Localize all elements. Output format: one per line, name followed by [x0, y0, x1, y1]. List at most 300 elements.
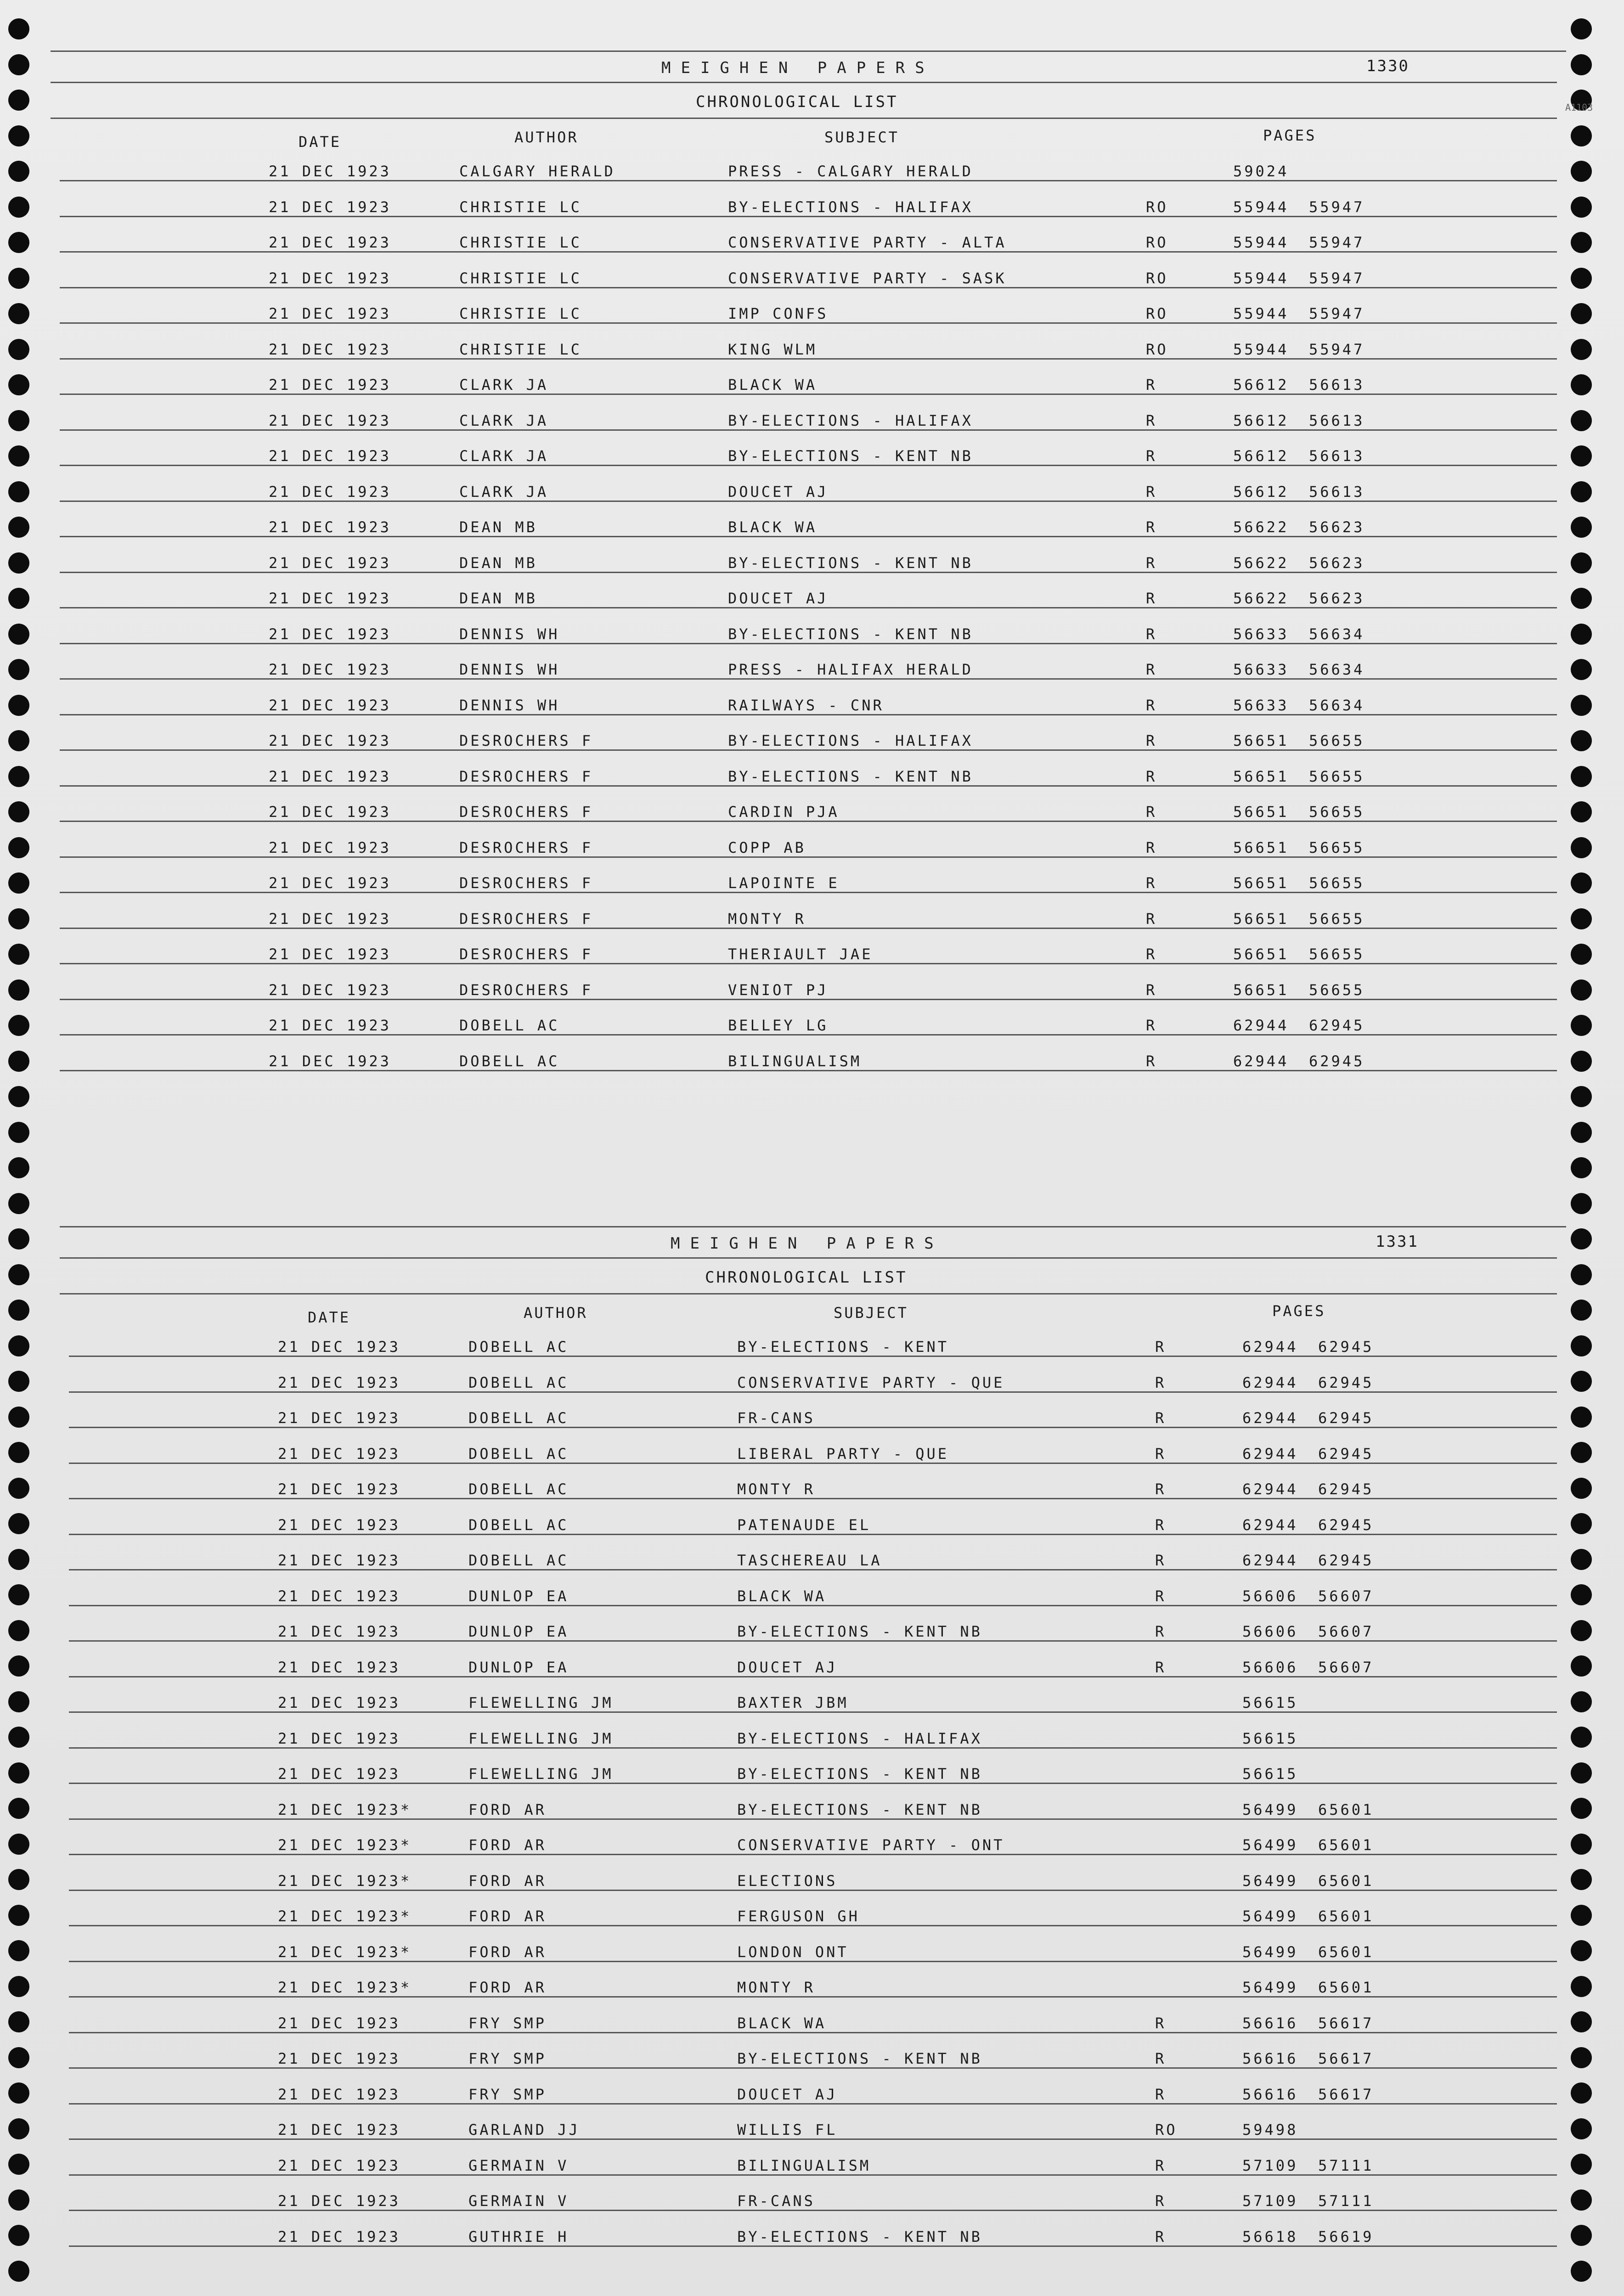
table-row: [0, 1469, 1624, 1504]
row-page-end: 56613: [1309, 483, 1365, 501]
row-rule: [60, 180, 1557, 181]
row-author: CHRISTIE LC: [459, 269, 582, 287]
tractor-hole: [8, 2261, 29, 2282]
table-row: [0, 329, 1624, 365]
tractor-hole: [8, 54, 29, 75]
row-code: R: [1155, 1658, 1167, 1676]
row-page-end: 56655: [1309, 981, 1365, 999]
row-code: R: [1146, 981, 1157, 999]
row-page-end: 65601: [1318, 1801, 1374, 1818]
row-subject: BY-ELECTIONS - KENT: [737, 1338, 949, 1356]
row-code: R: [1155, 1623, 1167, 1640]
row-author: GERMAIN V: [468, 2156, 569, 2174]
row-page-start: 57109: [1242, 2156, 1298, 2174]
row-page-start: 56622: [1233, 554, 1289, 572]
row-code: RO: [1155, 2121, 1178, 2138]
row-subject: BLACK WA: [728, 376, 818, 394]
table-row: [0, 1896, 1624, 1931]
row-page-end: 62945: [1318, 1445, 1374, 1463]
row-code: RO: [1146, 305, 1168, 322]
table-row: [0, 1789, 1624, 1825]
row-author: DOBELL AC: [468, 1516, 569, 1534]
row-author: FRY SMP: [468, 2050, 547, 2067]
row-rule: [69, 1747, 1557, 1749]
row-subject: CARDIN PJA: [728, 803, 840, 821]
row-date: 21 DEC 1923: [278, 1516, 400, 1534]
tractor-hole: [1571, 54, 1592, 75]
table-row: [0, 685, 1624, 720]
tractor-hole: [8, 1300, 29, 1321]
table-row: [0, 720, 1624, 756]
row-author: FORD AR: [468, 1979, 547, 1996]
row-rule: [69, 2067, 1557, 2069]
row-date: 21 DEC 1923: [278, 1552, 400, 1569]
row-subject: FR-CANS: [737, 2192, 815, 2210]
table-row: [0, 1753, 1624, 1789]
row-author: FLEWELLING JM: [468, 1694, 614, 1711]
row-author: DESROCHERS F: [459, 945, 593, 963]
table-row: [0, 2038, 1624, 2074]
row-subject: PRESS - CALGARY HERALD: [728, 163, 973, 180]
row-page-end: 62945: [1318, 1516, 1374, 1534]
row-author: DUNLOP EA: [468, 1587, 569, 1605]
row-page-start: 56651: [1233, 874, 1289, 892]
row-date: 21 DEC 1923: [269, 447, 391, 465]
row-page-start: 56606: [1242, 1658, 1298, 1676]
row-code: R: [1146, 910, 1157, 928]
row-subject: BY-ELECTIONS - KENT NB: [728, 554, 973, 572]
row-date: 21 DEC 1923: [269, 1017, 391, 1034]
row-author: DOBELL AC: [468, 1480, 569, 1498]
table-row: [0, 435, 1624, 471]
row-page-start: 62944: [1242, 1445, 1298, 1463]
row-page-start: 55944: [1233, 305, 1289, 322]
row-page-start: 56651: [1233, 945, 1289, 963]
row-author: CLARK JA: [459, 483, 549, 501]
row-date: 21 DEC 1923: [278, 2156, 400, 2174]
row-subject: CONSERVATIVE PARTY - SASK: [728, 269, 1007, 287]
row-page-end: 56617: [1318, 2050, 1374, 2067]
table-row: [0, 578, 1624, 613]
row-page-end: 56623: [1309, 518, 1365, 536]
row-date: 21 DEC 1923: [269, 767, 391, 785]
row-page-start: 56499: [1242, 1908, 1298, 1925]
row-page-end: 56655: [1309, 732, 1365, 749]
row-date: 21 DEC 1923: [269, 696, 391, 714]
row-page-end: 55947: [1309, 340, 1365, 358]
row-author: DESROCHERS F: [459, 874, 593, 892]
row-page-start: 56651: [1233, 838, 1289, 856]
row-date: 21 DEC 1923: [269, 234, 391, 251]
row-subject: BY-ELECTIONS - HALIFAX: [737, 1729, 982, 1747]
subtitle-rule: [51, 118, 1557, 119]
column-header-pages: PAGES: [1272, 1302, 1326, 1320]
tractor-hole: [8, 90, 29, 111]
row-code: R: [1155, 2192, 1167, 2210]
row-page-start: 62944: [1242, 1516, 1298, 1534]
row-author: DESROCHERS F: [459, 803, 593, 821]
row-subject: IMP CONFS: [728, 305, 829, 322]
row-author: DEAN MB: [459, 554, 537, 572]
title-rule: [60, 1257, 1557, 1259]
row-subject: PATENAUDE EL: [737, 1516, 871, 1534]
row-date: 21 DEC 1923: [269, 803, 391, 821]
row-page-end: 62945: [1318, 1409, 1374, 1427]
row-date: 21 DEC 1923: [269, 269, 391, 287]
row-code: R: [1155, 2050, 1167, 2067]
row-subject: BLACK WA: [728, 518, 818, 536]
table-row: [0, 1718, 1624, 1754]
row-code: R: [1146, 732, 1157, 749]
row-page-start: 56616: [1242, 2050, 1298, 2067]
row-subject: BY-ELECTIONS - KENT NB: [737, 1623, 982, 1640]
table-row: [0, 1433, 1624, 1469]
tractor-hole: [8, 1264, 29, 1285]
tractor-hole: [1571, 125, 1592, 146]
tractor-hole: [8, 1086, 29, 1107]
subtitle-rule: [60, 1293, 1557, 1294]
row-subject: CONSERVATIVE PARTY - ALTA: [728, 234, 1007, 251]
row-page-start: 62944: [1233, 1017, 1289, 1034]
row-date: 21 DEC 1923: [278, 1338, 400, 1356]
row-author: GUTHRIE H: [468, 2228, 569, 2245]
row-rule: [69, 2210, 1557, 2211]
page-number: 1330: [1366, 57, 1410, 75]
row-page-end: 56634: [1309, 696, 1365, 714]
row-date: 21 DEC 1923: [269, 376, 391, 394]
table-row: [0, 969, 1624, 1005]
row-page-end: 62945: [1318, 1480, 1374, 1498]
column-header-subject: SUBJECT: [824, 129, 899, 146]
row-date: 21 DEC 1923: [269, 411, 391, 429]
row-page-start: 56651: [1233, 910, 1289, 928]
row-author: DOBELL AC: [468, 1373, 569, 1391]
row-page-start: 62944: [1233, 1052, 1289, 1070]
row-rule: [60, 465, 1557, 466]
row-author: DESROCHERS F: [459, 981, 593, 999]
column-header-author: AUTHOR: [514, 129, 579, 146]
row-subject: PRESS - HALIFAX HERALD: [728, 661, 973, 678]
row-author: FLEWELLING JM: [468, 1729, 614, 1747]
row-date: 21 DEC 1923: [269, 340, 391, 358]
row-subject: BY-ELECTIONS - KENT NB: [737, 2050, 982, 2067]
row-page-end: 57111: [1318, 2156, 1374, 2174]
tractor-hole: [8, 1228, 29, 1249]
row-rule: [60, 251, 1557, 253]
row-page-end: 56655: [1309, 767, 1365, 785]
tractor-hole: [1571, 1193, 1592, 1214]
row-code: R: [1146, 803, 1157, 821]
row-author: DESROCHERS F: [459, 732, 593, 749]
row-page-start: 56651: [1233, 732, 1289, 749]
row-rule: [60, 536, 1557, 537]
row-code: R: [1155, 1480, 1167, 1498]
row-page-start: 56499: [1242, 1872, 1298, 1890]
row-rule: [69, 1605, 1557, 1606]
row-page-end: 56607: [1318, 1623, 1374, 1640]
row-rule: [69, 1783, 1557, 1784]
row-code: R: [1146, 696, 1157, 714]
row-date: 21 DEC 1923: [278, 2085, 400, 2103]
row-page-end: 57111: [1318, 2192, 1374, 2210]
row-page-end: 56607: [1318, 1587, 1374, 1605]
row-rule: [60, 287, 1557, 288]
row-subject: DOUCET AJ: [737, 2085, 838, 2103]
row-page-start: 56612: [1233, 447, 1289, 465]
row-rule: [69, 1890, 1557, 1891]
row-rule: [69, 2138, 1557, 2140]
row-date: 21 DEC 1923: [278, 1587, 400, 1605]
row-page-start: 56651: [1233, 803, 1289, 821]
row-subject: THERIAULT JAE: [728, 945, 873, 963]
row-date: 21 DEC 1923: [269, 661, 391, 678]
row-author: DENNIS WH: [459, 696, 560, 714]
row-subject: BLACK WA: [737, 2014, 827, 2032]
row-rule: [60, 999, 1557, 1000]
row-code: R: [1146, 483, 1157, 501]
row-author: DESROCHERS F: [459, 910, 593, 928]
table-row: [0, 400, 1624, 436]
table-row: [0, 2109, 1624, 2145]
tractor-hole: [1571, 1122, 1592, 1143]
row-rule: [69, 1640, 1557, 1642]
table-row: [0, 934, 1624, 969]
row-rule: [60, 856, 1557, 858]
row-page-end: 56617: [1318, 2085, 1374, 2103]
column-header-pages: PAGES: [1263, 127, 1317, 144]
row-page-end: 56655: [1309, 910, 1365, 928]
table-row: [0, 1397, 1624, 1433]
row-rule: [69, 1996, 1557, 1998]
row-page-end: 62945: [1318, 1338, 1374, 1356]
row-date: 21 DEC 1923*: [278, 1801, 412, 1818]
row-rule: [60, 1070, 1557, 1071]
row-date: 21 DEC 1923: [278, 2192, 400, 2210]
table-row: [0, 862, 1624, 898]
row-rule: [60, 358, 1557, 360]
row-subject: BY-ELECTIONS - KENT NB: [728, 447, 973, 465]
row-rule: [60, 892, 1557, 893]
row-code: R: [1155, 1338, 1167, 1356]
row-author: CALGARY HERALD: [459, 163, 615, 180]
row-code: RO: [1146, 198, 1168, 216]
table-row: [0, 1682, 1624, 1718]
row-author: GARLAND JJ: [468, 2121, 580, 2138]
row-rule: [60, 963, 1557, 964]
row-page-end: 56655: [1309, 945, 1365, 963]
row-page-end: 65601: [1318, 1979, 1374, 1996]
row-author: DEAN MB: [459, 518, 537, 536]
row-rule: [60, 572, 1557, 573]
row-page-start: 62944: [1242, 1338, 1298, 1356]
row-author: DEAN MB: [459, 590, 537, 607]
row-page-start: 56615: [1242, 1765, 1298, 1783]
row-page-end: 62945: [1318, 1373, 1374, 1391]
row-date: 21 DEC 1923*: [278, 1943, 412, 1961]
row-rule: [60, 429, 1557, 431]
row-date: 21 DEC 1923*: [278, 1979, 412, 1996]
row-page-end: 65601: [1318, 1908, 1374, 1925]
tractor-hole: [1571, 1264, 1592, 1285]
report-title: MEIGHEN PAPERS: [671, 1234, 944, 1253]
row-author: FORD AR: [468, 1836, 547, 1854]
row-page-end: 55947: [1309, 198, 1365, 216]
table-row: [0, 1611, 1624, 1647]
row-author: DOBELL AC: [468, 1552, 569, 1569]
row-rule: [60, 714, 1557, 715]
row-date: 21 DEC 1923: [278, 1480, 400, 1498]
row-date: 21 DEC 1923: [278, 1373, 400, 1391]
row-rule: [60, 785, 1557, 787]
row-page-start: 57109: [1242, 2192, 1298, 2210]
row-page-start: 56616: [1242, 2085, 1298, 2103]
list-subtitle: CHRONOLOGICAL LIST: [696, 93, 898, 111]
row-date: 21 DEC 1923: [278, 1445, 400, 1463]
row-code: R: [1146, 554, 1157, 572]
row-author: FORD AR: [468, 1943, 547, 1961]
tractor-hole: [8, 1193, 29, 1214]
row-page-end: 56623: [1309, 590, 1365, 607]
table-row: [0, 2216, 1624, 2252]
row-page-end: 56655: [1309, 803, 1365, 821]
row-code: RO: [1146, 340, 1168, 358]
row-date: 21 DEC 1923: [269, 874, 391, 892]
row-date: 21 DEC 1923: [269, 945, 391, 963]
tractor-hole: [8, 125, 29, 146]
row-rule: [69, 1925, 1557, 1926]
row-subject: FR-CANS: [737, 1409, 815, 1427]
row-subject: VENIOT PJ: [728, 981, 829, 999]
row-page-start: 59498: [1242, 2121, 1298, 2138]
table-row: [0, 471, 1624, 507]
row-code: R: [1146, 1052, 1157, 1070]
row-page-end: 56623: [1309, 554, 1365, 572]
row-date: 21 DEC 1923: [269, 305, 391, 322]
table-row: [0, 1326, 1624, 1362]
row-rule: [60, 607, 1557, 608]
row-author: GERMAIN V: [468, 2192, 569, 2210]
row-code: R: [1155, 2085, 1167, 2103]
row-author: CLARK JA: [459, 411, 549, 429]
top-rule: [51, 51, 1566, 52]
row-code: RO: [1146, 234, 1168, 251]
row-author: DUNLOP EA: [468, 1623, 569, 1640]
table-row: [0, 1647, 1624, 1683]
page-number: 1331: [1376, 1232, 1419, 1251]
row-page-start: 56651: [1233, 981, 1289, 999]
row-author: DUNLOP EA: [468, 1658, 569, 1676]
column-header-subject: SUBJECT: [834, 1304, 908, 1322]
row-subject: LIBERAL PARTY - QUE: [737, 1445, 949, 1463]
row-subject: DOUCET AJ: [728, 483, 829, 501]
row-author: CHRISTIE LC: [459, 340, 582, 358]
row-subject: BILINGUALISM: [737, 2156, 871, 2174]
table-row: [0, 1860, 1624, 1896]
table-row: [0, 649, 1624, 685]
row-subject: TASCHEREAU LA: [737, 1552, 882, 1569]
row-rule: [69, 1391, 1557, 1393]
row-date: 21 DEC 1923: [269, 838, 391, 856]
table-row: [0, 2180, 1624, 2216]
row-subject: CONSERVATIVE PARTY - QUE: [737, 1373, 1005, 1391]
report-title: MEIGHEN PAPERS: [661, 59, 935, 77]
row-code: R: [1146, 945, 1157, 963]
row-date: 21 DEC 1923: [269, 625, 391, 643]
row-rule: [69, 1961, 1557, 1962]
row-subject: BY-ELECTIONS - HALIFAX: [728, 732, 973, 749]
row-subject: BY-ELECTIONS - KENT NB: [737, 2228, 982, 2245]
row-rule: [60, 394, 1557, 395]
row-date: 21 DEC 1923: [278, 1694, 400, 1711]
row-code: R: [1146, 376, 1157, 394]
row-author: CHRISTIE LC: [459, 305, 582, 322]
row-page-start: 55944: [1233, 340, 1289, 358]
table-row: [0, 293, 1624, 329]
table-row: [0, 1504, 1624, 1540]
row-page-start: 56499: [1242, 1979, 1298, 1996]
row-page-end: 56634: [1309, 661, 1365, 678]
row-page-end: 56607: [1318, 1658, 1374, 1676]
row-page-start: 56622: [1233, 518, 1289, 536]
row-author: CHRISTIE LC: [459, 234, 582, 251]
row-page-start: 56615: [1242, 1694, 1298, 1711]
row-rule: [69, 1427, 1557, 1428]
table-row: [0, 756, 1624, 792]
table-row: [0, 151, 1624, 186]
row-author: FORD AR: [468, 1908, 547, 1925]
row-subject: BY-ELECTIONS - KENT NB: [737, 1765, 982, 1783]
row-date: 21 DEC 1923: [278, 1623, 400, 1640]
table-row: [0, 222, 1624, 258]
row-page-end: 56634: [1309, 625, 1365, 643]
row-page-end: 55947: [1309, 269, 1365, 287]
list-subtitle: CHRONOLOGICAL LIST: [705, 1268, 908, 1287]
table-row: [0, 1824, 1624, 1860]
row-rule: [60, 643, 1557, 644]
row-page-end: 65601: [1318, 1943, 1374, 1961]
row-page-start: 56606: [1242, 1587, 1298, 1605]
row-code: R: [1155, 2156, 1167, 2174]
table-row: [0, 1967, 1624, 2003]
row-date: 21 DEC 1923*: [278, 1908, 412, 1925]
row-date: 21 DEC 1923: [269, 910, 391, 928]
row-page-end: 56613: [1309, 447, 1365, 465]
row-rule: [60, 216, 1557, 217]
row-rule: [69, 1534, 1557, 1535]
tractor-hole: [8, 1122, 29, 1143]
tractor-hole: [1571, 1086, 1592, 1107]
row-page-end: 56613: [1309, 411, 1365, 429]
row-date: 21 DEC 1923: [269, 1052, 391, 1070]
row-author: DOBELL AC: [459, 1017, 560, 1034]
row-subject: BY-ELECTIONS - KENT NB: [728, 767, 973, 785]
row-rule: [69, 1854, 1557, 1855]
row-rule: [60, 678, 1557, 680]
row-page-end: 55947: [1309, 305, 1365, 322]
row-subject: ELECTIONS: [737, 1872, 838, 1890]
row-author: DENNIS WH: [459, 625, 560, 643]
tractor-hole: [1571, 1300, 1592, 1321]
row-page-start: 56633: [1233, 696, 1289, 714]
corner-mark: A1103: [1565, 102, 1593, 113]
row-page-start: 59024: [1233, 163, 1289, 180]
row-date: 21 DEC 1923: [269, 981, 391, 999]
table-row: [0, 827, 1624, 863]
row-subject: DOUCET AJ: [737, 1658, 838, 1676]
row-page-end: 56655: [1309, 838, 1365, 856]
row-date: 21 DEC 1923*: [278, 1836, 412, 1854]
row-page-start: 55944: [1233, 198, 1289, 216]
